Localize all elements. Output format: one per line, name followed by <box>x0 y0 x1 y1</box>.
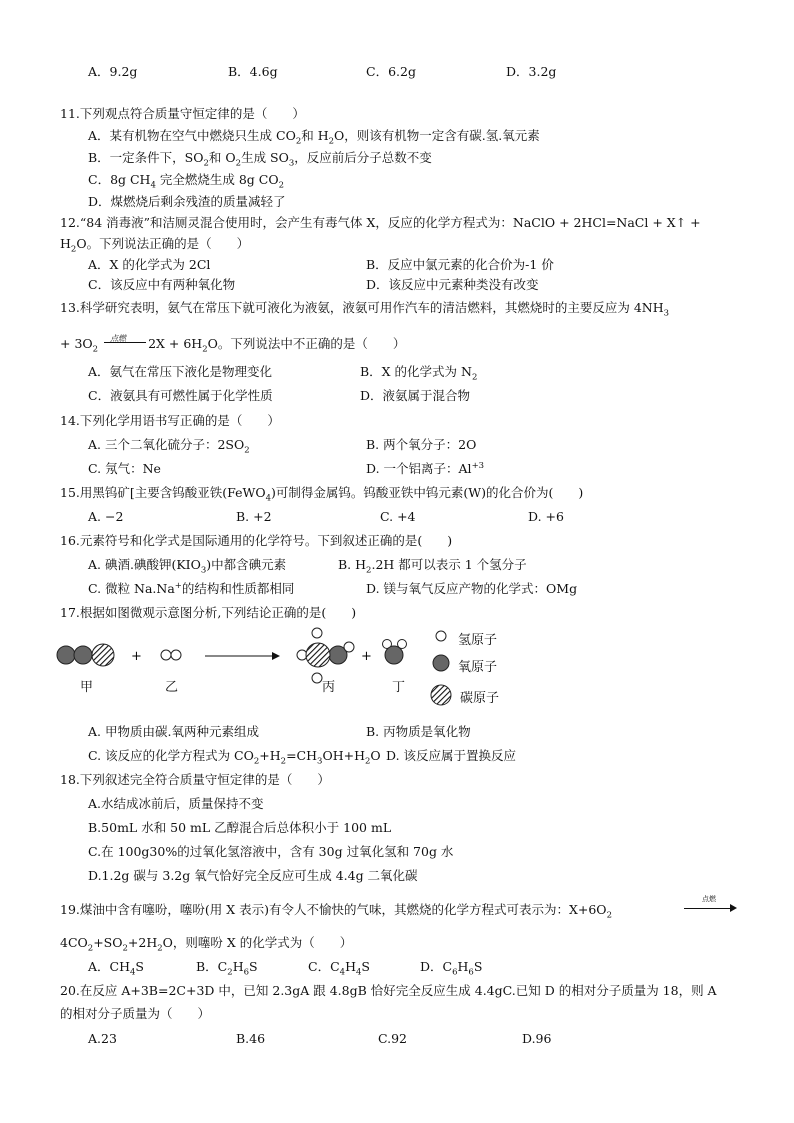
text: H <box>457 959 469 974</box>
text: A．某有机物在空气中燃烧只生成 CO <box>88 128 296 143</box>
q10-option-a[interactable]: A．9.2g <box>88 64 138 79</box>
q20-option-b[interactable]: B.46 <box>236 1031 266 1046</box>
text: 19.煤油中含有噻吩，噻吩(用 X 表示)有令人不愉快的气味，其燃烧的化学方程式可表示为：X+6O <box>60 902 607 917</box>
text: 和 H <box>301 128 329 143</box>
text: H <box>60 236 71 251</box>
text: D．C <box>420 959 453 974</box>
q18-stem: 18.下列叙述完全符合质量守恒定律的是（ ） <box>60 772 330 787</box>
text: O，则该有机物一定含有碳.氢.氧元素 <box>334 128 540 143</box>
q12-option-a[interactable]: A．X 的化学式为 2Cl <box>88 257 211 272</box>
plus-sign: + <box>361 649 372 664</box>
q14-option-a[interactable]: A. 三个二氧化硫分子：$2SO_2$ <box>88 437 250 456</box>
legend-carbon-label: 碳原子 <box>460 691 500 706</box>
label-ding: 丁 <box>392 680 406 695</box>
text: )可制得金属钨。钨酸亚铁中钨元素(W)的化合价为( ) <box>271 485 584 500</box>
q11-option-c[interactable]: C．8g $CH_4$ 完全燃烧生成 8g $CO_2$ <box>88 172 285 191</box>
text: 生成 SO <box>241 150 289 165</box>
text: C. 该反应的化学方程式为 CO <box>88 748 254 763</box>
q11-stem: 11.下列观点符合质量守恒定律的是（ ） <box>60 106 305 121</box>
q19-option-b[interactable]: B．$C_2H_6S$ <box>196 959 258 978</box>
legend-hydrogen-label: 氢原子 <box>458 633 498 648</box>
text: + 3O <box>60 336 93 351</box>
arrow-head <box>730 904 737 912</box>
q19-option-c[interactable]: C．$C_4H_4S$ <box>308 959 370 978</box>
arrow-line <box>684 908 732 909</box>
legend-hydrogen-symbol <box>436 631 446 641</box>
text: OH+H <box>322 748 365 763</box>
q18-option-b[interactable]: B.50mL 水和 50 mL 乙醇混合后总体积小于 100 mL <box>88 820 392 835</box>
label-jia: 甲 <box>80 680 94 695</box>
condition-label: 点燃 <box>110 334 127 343</box>
text: ，反应前后分子总数不变 <box>294 150 432 165</box>
q17-option-c[interactable]: C. 该反应的化学方程式为 $CO_2+H_2=CH_3OH+H_2O$ <box>88 748 381 767</box>
q19-option-a[interactable]: A．$CH_4S$ <box>88 959 144 978</box>
text: 的结构和性质都相同 <box>181 581 295 596</box>
text: C. 微粒 Na.Na <box>88 581 175 596</box>
q12-stem-line2: $H_2O$。下列说法正确的是（ ） <box>60 236 250 255</box>
text: 15.用黑钨矿[主要含钨酸亚铁(FeWO <box>60 485 266 500</box>
text: O。下列说法中不正确的是（ ） <box>207 336 406 351</box>
text: 完全燃烧生成 8g CO <box>159 172 279 187</box>
molecule-ding <box>383 640 407 665</box>
q14-option-c[interactable]: C. 氖气：Ne <box>88 461 161 476</box>
legend-carbon-symbol <box>429 683 453 707</box>
q13-stem-line1: 13.科学研究表明，氨气在常压下就可液化为液氨，液氨可用作汽车的清洁燃料，其燃烧时的主要反应为 $4NH_3$ <box>60 300 670 319</box>
q16-option-b[interactable]: B. $H_2.2H$ 都可以表示 1 个氢分子 <box>338 557 527 576</box>
q17-option-a[interactable]: A. 甲物质由碳.氧两种元素组成 <box>88 724 259 739</box>
q20-stem-line2: 的相对分子质量为（ ） <box>60 1006 211 1021</box>
q15-option-c[interactable]: C. +4 <box>380 509 416 524</box>
molecule-yi <box>161 650 181 660</box>
q16-option-c[interactable]: C. 微粒 Na.Na+的结构和性质都相同 <box>88 580 295 596</box>
q20-option-a[interactable]: A.23 <box>88 1031 117 1046</box>
q16-option-d[interactable]: D. 镁与氧气反应产物的化学式：OMg <box>366 581 578 596</box>
q15-option-d[interactable]: D. +6 <box>528 509 564 524</box>
text: 和 O <box>208 150 236 165</box>
q19-stem-line2: $4CO_2+SO_2+2H_2O$，则噻吩 X 的化学式为（ ） <box>60 935 353 954</box>
q12-option-b[interactable]: B．反应中氯元素的化合价为-1 价 <box>366 257 554 272</box>
text: S <box>473 959 483 974</box>
text: C．8g CH <box>88 172 151 187</box>
q13-option-a[interactable]: A．氨气在常压下液化是物理变化 <box>88 364 273 379</box>
text: +2H <box>127 935 158 950</box>
text: H <box>232 959 244 974</box>
q15-stem: 15.用黑钨矿[主要含钨酸亚铁(FeWO$_4$)可制得金属钨。钨酸亚铁中钨元素(W)的化合价为( ) <box>60 485 584 504</box>
text: +H <box>259 748 281 763</box>
equals-line <box>104 342 146 343</box>
q17-option-b[interactable]: B. 丙物质是氧化物 <box>366 724 471 739</box>
q14-stem: 14.下列化学用语书写正确的是（ ） <box>60 413 280 428</box>
q13-stem-line2: + $3O_2$ 点燃 $2X + 6H_2O$。下列说法中不正确的是（ ） <box>60 336 405 352</box>
text: B. H <box>338 557 367 572</box>
q12-stem-line1: 12.“84 消毒液”和洁厕灵混合使用时，会产生有毒气体 X，反应的化学方程式为：NaClO + 2HCl=NaCl + X↑ + <box>60 215 701 230</box>
q11-option-d[interactable]: D．煤燃烧后剩余残渣的质量减轻了 <box>88 194 286 209</box>
q10-option-c[interactable]: C．6.2g <box>366 64 416 79</box>
q16-stem: 16.元素符号和化学式是国际通用的化学符号。下到叙述正确的是( ) <box>60 533 453 548</box>
legend-oxygen-symbol <box>433 655 449 671</box>
text: B．一定条件下，SO <box>88 150 204 165</box>
text: 2X + 6H <box>148 336 203 351</box>
q17-stem: 17.根据如图微观示意图分析,下列结论正确的是( ) <box>60 605 357 620</box>
q16-option-a[interactable]: A. 碘酒.碘酸钾$(KIO_3)$中都含碘元素 <box>88 557 287 576</box>
text: O。下列说法正确的是（ ） <box>76 236 250 251</box>
q17-option-d[interactable]: D. 该反应属于置换反应 <box>386 748 517 763</box>
q19-condition-arrow <box>682 894 738 916</box>
text: .2H 都可以表示 1 个氢分子 <box>371 557 527 572</box>
text: C．C <box>308 959 340 974</box>
q19-option-d[interactable]: D．$C_6H_6S$ <box>420 959 483 978</box>
legend-oxygen-label: 氧原子 <box>458 660 498 675</box>
text: O <box>370 748 381 763</box>
q14-option-b[interactable]: B. 两个氧分子：2O <box>366 437 477 452</box>
label-bing: 丙 <box>322 680 336 695</box>
q12-option-d[interactable]: D．该反应中元素种类没有改变 <box>366 277 539 292</box>
q12-option-c[interactable]: C．该反应中有两种氧化物 <box>88 277 236 292</box>
text: S <box>135 959 144 974</box>
q18-option-c[interactable]: C.在 100g30%的过氧化氢溶液中，含有 30g 过氧化氢和 70g 水 <box>88 844 454 859</box>
text: 4CO <box>60 935 88 950</box>
label-yi: 乙 <box>165 680 179 695</box>
text: O，则噻吩 X 的化学式为（ ） <box>162 935 353 950</box>
q20-option-c[interactable]: C.92 <box>378 1031 407 1046</box>
text: A．CH <box>88 959 130 974</box>
q10-option-d[interactable]: D．3.2g <box>506 64 557 79</box>
text: B．C <box>196 959 228 974</box>
q19-stem-line1: 19.煤油中含有噻吩，噻吩(用 X 表示)有令人不愉快的气味，其燃烧的化学方程式可表示为：$X+6O_2$ <box>60 902 612 921</box>
condition-label: 点燃 <box>702 895 716 903</box>
text: )中都含碘元素 <box>206 557 287 572</box>
q11-option-b[interactable]: B．一定条件下，$SO_2$和 $O_2$生成 $SO_3$，反应前后分子总数不变 <box>88 150 432 169</box>
charge: +3 <box>471 460 485 471</box>
text: D. 一个铝离子：Al <box>366 461 472 476</box>
text: A. 碘酒.碘酸钾(KIO <box>88 557 201 572</box>
q18-option-d[interactable]: D.1.2g 碳与 3.2g 氧气恰好完全反应可生成 4.4g 二氧化碳 <box>88 868 418 883</box>
q13-option-d[interactable]: D．液氨属于混合物 <box>360 388 471 403</box>
text: S <box>249 959 258 974</box>
q13-option-c[interactable]: C．液氨具有可燃性属于化学性质 <box>88 388 273 403</box>
q13-option-b[interactable]: B．X 的化学式为 $N_2$ <box>360 364 478 383</box>
q15-option-a[interactable]: A. −2 <box>88 509 124 524</box>
reaction-arrow <box>205 652 280 660</box>
q11-option-a[interactable]: A．某有机物在空气中燃烧只生成 $CO_2$和 $H_2O$，则该有机物一定含有碳.氢.氧元素 <box>88 128 540 147</box>
text: H <box>345 959 356 974</box>
text: S <box>361 959 370 974</box>
q10-option-b[interactable]: B．4.6g <box>228 64 278 79</box>
text: =CH <box>286 748 318 763</box>
text: +SO <box>93 935 123 950</box>
text: B．X 的化学式为 N <box>360 364 472 379</box>
plus-sign: + <box>131 649 142 664</box>
q18-option-a[interactable]: A.水结成冰前后，质量保持不变 <box>88 796 264 811</box>
q14-option-d[interactable] <box>366 461 484 477</box>
reaction-condition-arrow <box>102 336 148 352</box>
text: 13.科学研究表明，氨气在常压下就可液化为液氨，液氨可用作汽车的清洁燃料，其燃烧时的主要反应为 4NH <box>60 300 664 315</box>
molecule-bing <box>297 628 354 683</box>
q20-stem-line1: 20.在反应 A+3B=2C+3D 中，已知 2.3gA 跟 4.8gB 恰好完全反应生成 4.4gC.已知 D 的相对分子质量为 18，则 A <box>60 983 717 998</box>
molecule-jia <box>57 644 114 666</box>
text: A. 三个二氧化硫分子：2SO <box>88 437 245 452</box>
q15-option-b[interactable]: B. +2 <box>236 509 272 524</box>
q20-option-d[interactable]: D.96 <box>522 1031 552 1046</box>
